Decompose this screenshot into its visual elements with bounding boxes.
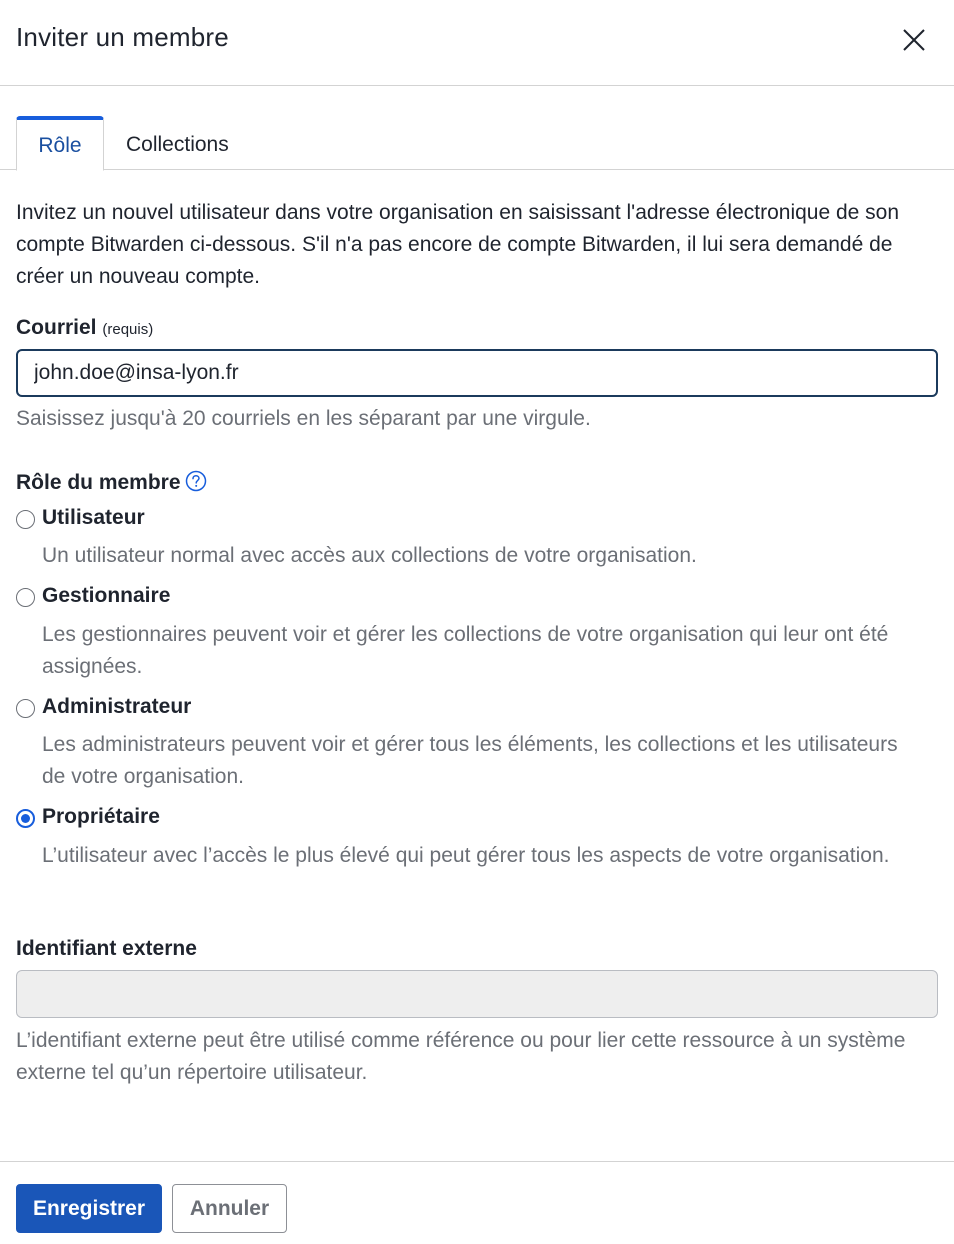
- radio-proprietaire[interactable]: [16, 809, 35, 828]
- role-option-description: Les administrateurs peuvent voir et gérer tous les éléments, les collections et les utilisateurs de votre organisation.: [42, 733, 898, 788]
- email-hint: Saisissez jusqu'à 20 courriels en les séparant par une virgule.: [16, 407, 591, 430]
- role-option-label: Utilisateur: [42, 506, 145, 529]
- external-id-label: Identifiant externe: [16, 937, 197, 960]
- tab-bar: [0, 116, 954, 170]
- external-id-field[interactable]: [16, 970, 938, 1018]
- tab-collections[interactable]: Collections: [126, 133, 229, 156]
- role-option-description: Les gestionnaires peuvent voir et gérer les collections de votre organisation qui leur ont été assignées.: [42, 623, 889, 678]
- role-option-label: Gestionnaire: [42, 584, 171, 607]
- member-role-label: [16, 470, 207, 495]
- dialog-header: [0, 0, 954, 86]
- dialog-title: Inviter un membre: [16, 22, 229, 52]
- role-option-description: Un utilisateur normal avec accès aux collections de votre organisation.: [42, 544, 697, 567]
- radio-gestionnaire[interactable]: [16, 588, 35, 607]
- close-button[interactable]: [896, 22, 932, 58]
- close-icon: [896, 22, 932, 58]
- save-button[interactable]: Enregistrer: [16, 1184, 162, 1233]
- email-label: [16, 316, 153, 340]
- email-label-text: Courriel: [16, 316, 97, 339]
- radio-utilisateur[interactable]: [16, 510, 35, 529]
- intro-text: Invitez un nouvel utilisateur dans votre organisation en saisissant l'adresse électronique de son compte Bitwarden ci-dessous. S'il n'a pas encore de compte Bitwarden, il lui sera demandé de créer un nouveau compte.: [16, 201, 900, 288]
- required-note: (requis): [102, 321, 154, 338]
- external-id-hint: L’identifiant externe peut être utilisé comme référence ou pour lier cette ressource à un système externe tel qu’un répertoire utilisateur.: [16, 1029, 906, 1084]
- question-circle-icon[interactable]: [185, 470, 207, 492]
- cancel-button[interactable]: Annuler: [172, 1184, 287, 1233]
- tab-role[interactable]: Rôle: [16, 116, 104, 171]
- dialog-footer: [0, 1161, 954, 1244]
- member-role-label-text: Rôle du membre: [16, 471, 181, 494]
- email-field[interactable]: [16, 349, 938, 397]
- role-option-label: Propriétaire: [42, 805, 160, 828]
- role-option-label: Administrateur: [42, 695, 192, 718]
- role-option-description: L’utilisateur avec l’accès le plus élevé qui peut gérer tous les aspects de votre organisation.: [42, 844, 890, 867]
- radio-administrateur[interactable]: [16, 699, 35, 718]
